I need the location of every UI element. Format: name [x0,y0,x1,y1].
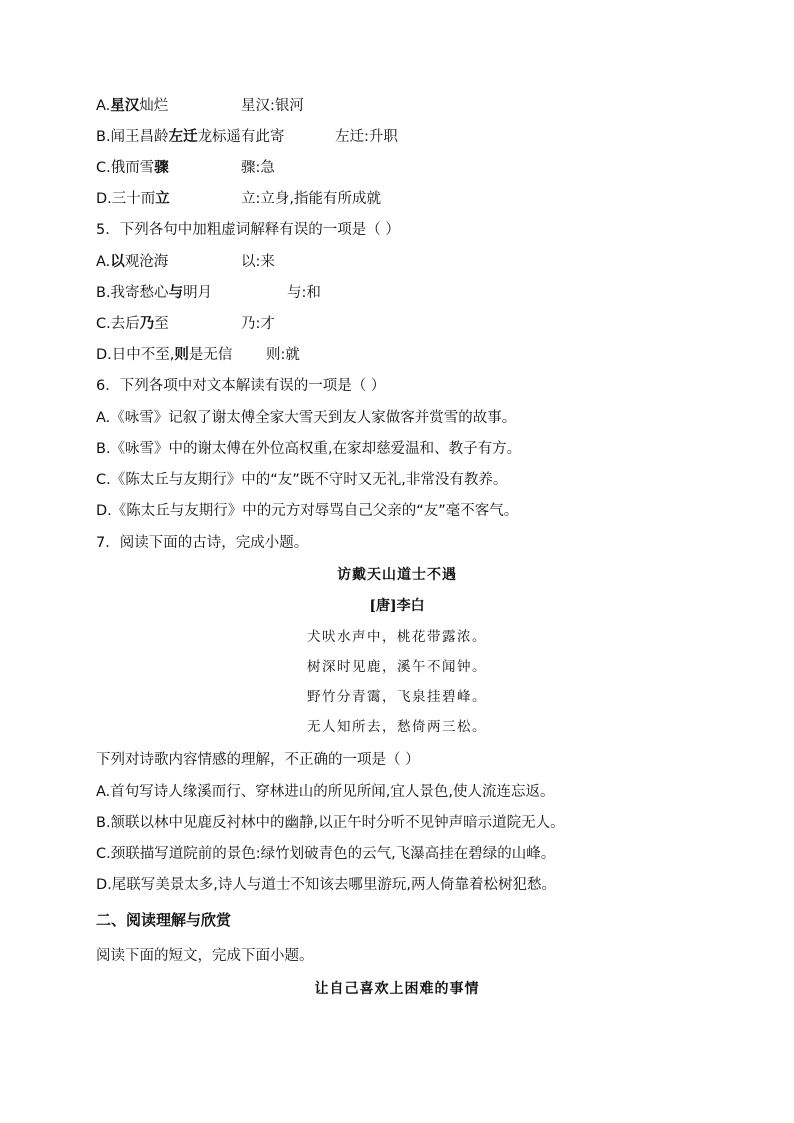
q7-option-a: A.首句写诗人缘溪而行、穿林进山的所见所闻,宜人景色,使人流连忘返。 [96,784,555,800]
q5-option-a [96,252,168,272]
q4-option-c-meaning: 骤:急 [241,160,275,176]
option-prefix: C.俄而雪 [96,160,155,176]
bold-word: 星汉 [110,98,140,114]
q4-option-a [96,96,168,116]
q4-option-c [96,158,169,178]
q5-option-b-meaning: 与:和 [287,285,321,301]
q6-option-c: C.《陈太丘与友期行》中的“友”既不守时又无礼,非常没有教养。 [96,472,508,488]
option-suffix: 是无信 [188,347,233,363]
option-prefix: C.去后 [96,316,140,332]
q7-option-d: D.尾联写美景太多,诗人与道士不知该去哪里游玩,两人倚靠着松树犯愁。 [96,877,556,893]
poem-line: 无人知所去，愁倚两三松。 [307,719,487,735]
q5-option-d [96,345,232,365]
option-prefix: B.闻王昌龄 [96,129,169,145]
poem-author: [唐]李白 [369,598,425,614]
bold-word: 左迁 [168,129,198,145]
option-suffix: 灿烂 [139,98,169,114]
bold-word: 立 [155,191,170,207]
bold-word: 骤 [154,160,169,176]
option-suffix: 观沧海 [124,254,169,270]
option-prefix: A. [96,254,111,270]
bold-word: 则 [174,347,189,363]
q5-option-d-meaning: 则:就 [266,347,300,363]
option-prefix: D.日中不至, [96,347,175,363]
q7-question: 下列对诗歌内容情感的理解，不正确的一项是（ ） [96,752,420,768]
option-suffix: 至 [154,316,169,332]
q5-option-b [96,283,212,303]
bold-word: 乃 [139,316,155,332]
q4-option-b-meaning: 左迁:升职 [335,129,398,145]
option-prefix: B.我寄愁心 [96,285,169,301]
q5-option-a-meaning: 以:来 [241,254,275,270]
bold-word: 与 [168,285,184,301]
q7-option-c: C.颈联描写道院前的景色:绿竹划破青色的云气,飞瀑高挂在碧绿的山峰。 [96,846,556,862]
q4-option-b [96,127,285,147]
q7-stem: 7．阅读下面的古诗，完成小题。 [96,535,309,551]
q4-option-d [96,189,170,209]
q4-option-a-meaning: 星汉:银河 [241,98,304,114]
q5-option-c [96,314,169,334]
poem-line: 野竹分青霭，飞泉挂碧峰。 [307,689,487,705]
q6-stem: 6．下列各项中对文本解读有误的一项是（ ） [96,378,386,394]
essay-title: 让自己喜欢上困难的事情 [314,981,480,997]
q6-option-a: A.《咏雪》记叙了谢太傅全家大雪天到友人家做客并赏雪的故事。 [96,410,517,426]
q4-option-d-meaning: 立:立身,指能有所成就 [241,191,381,207]
option-suffix: 龙标遥有此寄 [197,129,285,145]
q5-stem: 5．下列各句中加粗虚词解释有误的一项是（ ） [96,222,400,238]
q7-option-b: B.颔联以林中见鹿反衬林中的幽静,以正午时分听不见钟声暗示道院无人。 [96,815,565,831]
option-prefix: D.三十而 [96,191,156,207]
poem-line: 犬吠水声中，桃花带露浓。 [307,629,487,645]
section-heading: 二、阅读理解与欣赏 [96,911,232,929]
section-instruction: 阅读下面的短文，完成下面小题。 [96,948,314,964]
poem-line: 树深时见鹿，溪午不闻钟。 [307,659,487,675]
poem-title: 访戴天山道士不遇 [337,567,457,583]
option-suffix: 明月 [183,285,213,301]
q6-option-d: D.《陈太丘与友期行》中的元方对辱骂自己父亲的“友”毫不客气。 [96,503,519,519]
bold-word: 以 [110,254,125,270]
option-prefix: A. [96,98,111,114]
q6-option-b: B.《咏雪》中的谢太傅在外位高权重,在家却慈爱温和、教子有方。 [96,441,522,457]
q5-option-c-meaning: 乃:才 [241,316,275,332]
